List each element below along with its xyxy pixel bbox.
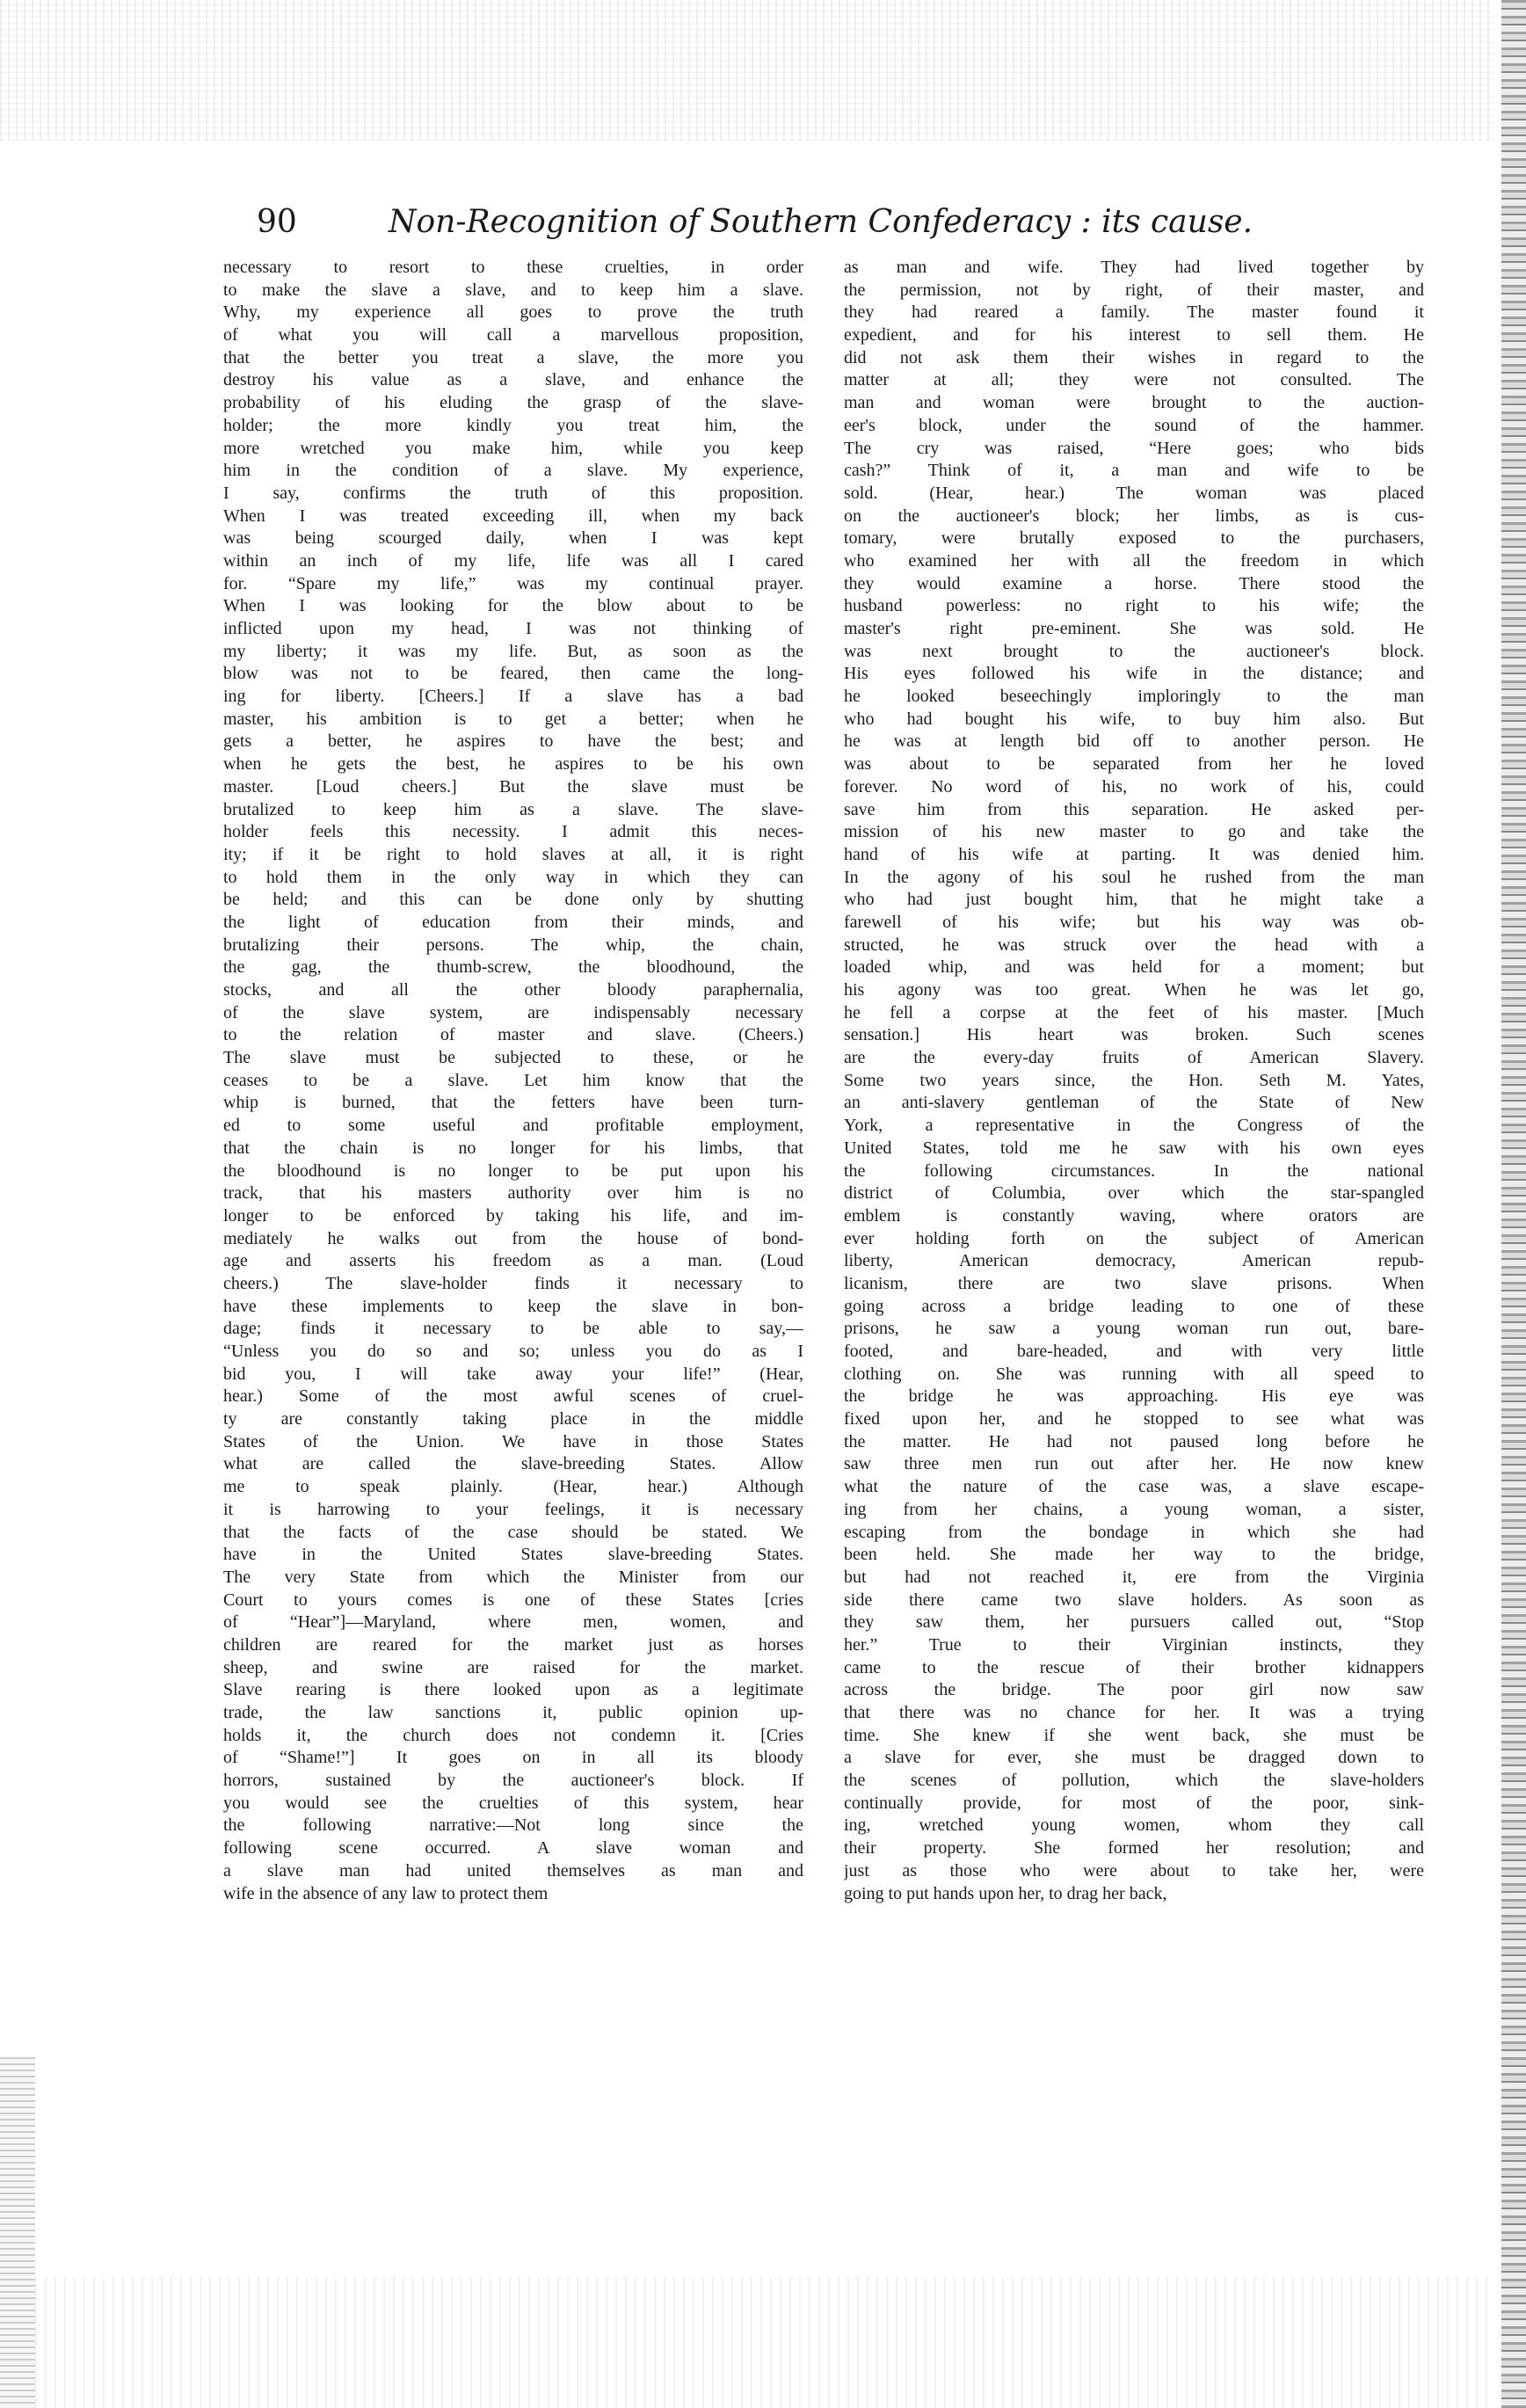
text-line: forever. No word of his, no work of his, could <box>844 776 1424 797</box>
text-line: emblem is constantly waving, where orators are <box>844 1205 1424 1226</box>
text-line: just as those who were about to take her, were <box>844 1860 1424 1881</box>
text-line: as man and wife. They had lived together by <box>844 258 1424 277</box>
text-line: an anti-slavery gentleman of the State of New <box>844 1093 1424 1113</box>
scan-noise-bottom <box>35 2277 1494 2408</box>
text-line: In the agony of his soul he rushed from the man <box>844 867 1424 887</box>
text-line: structed, he was struck over the head with a <box>844 935 1424 955</box>
text-line: been held. She made her way to the bridge, <box>844 1545 1424 1565</box>
text-line: ed to some useful and profitable employment, <box>223 1116 803 1136</box>
text-line: his agony was too great. When he was let go, <box>844 980 1424 1000</box>
text-line: age and asserts his freedom as a man. (Loud <box>223 1251 803 1271</box>
text-line: ing for liberty. [Cheers.] If a slave has a bad <box>223 687 803 707</box>
text-line: hand of his wife at parting. It was denied him. <box>844 844 1424 864</box>
text-line: ity; if it be right to hold slaves at all, it is right <box>223 844 803 864</box>
text-line: prisons, he saw a young woman run out, bare- <box>844 1319 1424 1339</box>
text-line: to the relation of master and slave. (Cheers.) <box>223 1025 803 1045</box>
running-head: Non-Recognition of Southern Confederacy : its cause. <box>389 204 1254 240</box>
text-line: trade, the law sanctions it, public opinion up- <box>223 1703 803 1722</box>
text-line: licanism, there are two slave prisons. When <box>844 1273 1424 1293</box>
text-line: tomary, were brutally exposed to the purchasers, <box>844 528 1424 549</box>
text-line: but had not reached it, ere from the Virginia <box>844 1567 1424 1587</box>
text-line: liberty, American democracy, American repub- <box>844 1251 1424 1271</box>
text-line: inflicted upon my head, I was not thinking of <box>223 619 803 638</box>
text-line: ty are constantly taking place in the middle <box>223 1409 803 1430</box>
text-line: children are reared for the market just as horses <box>223 1634 803 1655</box>
text-line: the light of education from their minds, and <box>223 912 803 932</box>
text-line: footed, and bare-headed, and with very little <box>844 1342 1424 1361</box>
text-line: who examined her with all the freedom in which <box>844 550 1424 571</box>
text-line: they would examine a horse. There stood the <box>844 573 1424 593</box>
text-column-right <box>844 257 1424 2296</box>
text-line: saw three men run out after her. He now knew <box>844 1454 1424 1474</box>
text-line: that the better you treat a slave, the more you <box>223 347 803 367</box>
text-line: you would see the cruelties of this system, hear <box>223 1793 803 1813</box>
text-line: of the slave system, are indispensably necessary <box>223 1002 803 1022</box>
text-line: stocks, and all the other bloody paraphernalia, <box>223 980 803 1000</box>
text-line: me to speak plainly. (Hear, hear.) Although <box>223 1477 803 1497</box>
text-line: brutalizing their persons. The whip, the chain, <box>223 935 803 955</box>
text-line: to hold them in the only way in which they can <box>223 867 803 887</box>
text-line: When I was looking for the blow about to be <box>223 596 803 616</box>
text-line: of “Shame!”] It goes on in all its bloody <box>223 1748 803 1768</box>
text-line: expedient, and for his interest to sell them. He <box>844 325 1424 346</box>
text-line: track, that his masters authority over him is no <box>223 1183 803 1204</box>
text-line: they saw them, her pursuers called out, “Stop <box>844 1612 1424 1633</box>
text-line: farewell of his wife; but his way was ob- <box>844 912 1424 932</box>
text-line: husband powerless: no right to his wife; the <box>844 596 1424 616</box>
text-line: the scenes of pollution, which the slave-holders <box>844 1771 1424 1791</box>
text-line: he looked beseechingly imploringly to the man <box>844 687 1424 707</box>
scan-binding-edge <box>1501 0 1526 2408</box>
text-line: holder feels this necessity. I admit this neces- <box>223 822 803 842</box>
text-line: “Unless you do so and so; unless you do as I <box>223 1342 803 1361</box>
text-line: sheep, and swine are raised for the market. <box>223 1657 803 1677</box>
page-header <box>257 200 1254 244</box>
text-line: horrors, sustained by the auctioneer's block. If <box>223 1771 803 1791</box>
text-line: came to the rescue of their brother kidnappers <box>844 1657 1424 1677</box>
text-line: following scene occurred. A slave woman and <box>223 1838 803 1859</box>
text-line: more wretched you make him, while you keep <box>223 438 803 458</box>
text-line: mission of his new master to go and take the <box>844 822 1424 842</box>
text-line: probability of his eluding the grasp of the slave- <box>223 393 803 413</box>
text-line: who had just bought him, that he might take a <box>844 890 1424 910</box>
text-line: necessary to resort to these cruelties, in order <box>223 258 803 277</box>
text-line: on the auctioneer's block; her limbs, as is cus- <box>844 506 1424 526</box>
scan-edge-left <box>0 2057 35 2408</box>
text-line: be held; and this can be done only by shutting <box>223 890 803 910</box>
text-line: side there came two slave holders. As soon as <box>844 1590 1424 1610</box>
text-line: continually provide, for most of the poor, sink- <box>844 1793 1424 1813</box>
text-line: the gag, the thumb-screw, the bloodhound, the <box>223 957 803 978</box>
text-line: that the chain is no longer for his limbs, that <box>223 1138 803 1158</box>
text-line: have these implements to keep the slave in bon- <box>223 1296 803 1316</box>
text-line: a slave man had united themselves as man and <box>223 1860 803 1881</box>
text-column-left <box>223 257 803 2296</box>
text-line: what the nature of the case was, a slave escape- <box>844 1477 1424 1497</box>
text-line: the bridge he was approaching. His eye was <box>844 1386 1424 1407</box>
text-line: cash?” Think of it, a man and wife to be <box>844 461 1424 481</box>
text-line: he was at length bid off to another person. He <box>844 731 1424 752</box>
text-line: that there was no chance for her. It was a trying <box>844 1703 1424 1722</box>
text-line: man and woman were brought to the auction- <box>844 393 1424 413</box>
text-line: The very State from which the Minister from our <box>223 1567 803 1587</box>
text-line: master, his ambition is to get a better; when he <box>223 709 803 729</box>
text-line: sensation.] His heart was broken. Such scenes <box>844 1025 1424 1045</box>
text-line: destroy his value as a slave, and enhance the <box>223 370 803 390</box>
text-line: gets a better, he aspires to have the best; and <box>223 731 803 752</box>
text-line: States of the Union. We have in those States <box>223 1431 803 1451</box>
text-line: Why, my experience all goes to prove the truth <box>223 302 803 323</box>
text-line: His eyes followed his wife in the distance; and <box>844 664 1424 684</box>
text-line: of “Hear”]—Maryland, where men, women, and <box>223 1612 803 1633</box>
text-line: the permission, not by right, of their master, and <box>844 280 1424 300</box>
text-line: The slave must be subjected to these, or he <box>223 1048 803 1068</box>
text-line: blow was not to be feared, then came the long- <box>223 664 803 684</box>
text-line: The cry was raised, “Here goes; who bids <box>844 438 1424 458</box>
text-line: cheers.) The slave-holder finds it necessary to <box>223 1273 803 1293</box>
text-line: did not ask them their wishes in regard to the <box>844 347 1424 367</box>
text-line: holder; the more kindly you treat him, the <box>223 415 803 435</box>
text-line: was being scourged daily, when I was kept <box>223 528 803 549</box>
text-line: the following narrative:—Not long since the <box>223 1815 803 1836</box>
text-line: United States, told me he saw with his own eyes <box>844 1138 1424 1158</box>
text-line: he fell a corpse at the feet of his master. [Much <box>844 1002 1424 1022</box>
text-line: hear.) Some of the most awful scenes of cruel- <box>223 1386 803 1407</box>
text-line: they had reared a family. The master found it <box>844 302 1424 323</box>
text-line: of what you will call a marvellous proposition, <box>223 325 803 346</box>
text-line: I say, confirms the truth of this proposition. <box>223 483 803 503</box>
text-line: within an inch of my life, life was all I cared <box>223 550 803 571</box>
text-line: my liberty; it was my life. But, as soon as the <box>223 641 803 661</box>
text-line: district of Columbia, over which the star-spangled <box>844 1183 1424 1204</box>
text-line: ing, wretched young women, whom they call <box>844 1815 1424 1836</box>
text-line: escaping from the bondage in which she had <box>844 1522 1424 1542</box>
text-line: was next brought to the auctioneer's block. <box>844 641 1424 661</box>
text-line: longer to be enforced by taking his life, and im- <box>223 1205 803 1226</box>
text-line: going across a bridge leading to one of these <box>844 1296 1424 1316</box>
text-line: bid you, I will take away your life!” (Hear, <box>223 1364 803 1384</box>
text-line: it is harrowing to your feelings, it is necessary <box>223 1499 803 1519</box>
text-line: him in the condition of a slave. My experience, <box>223 461 803 481</box>
text-line: wife in the absence of any law to protect them <box>223 1883 549 1903</box>
text-line: ceases to be a slave. Let him know that the <box>223 1070 803 1090</box>
text-line: who had bought his wife, to buy him also. But <box>844 709 1424 729</box>
text-line: save him from this separation. He asked per- <box>844 799 1424 819</box>
text-line: sold. (Hear, hear.) The woman was placed <box>844 483 1424 503</box>
scan-noise-top <box>0 0 1494 141</box>
text-line: ever holding forth on the subject of American <box>844 1228 1424 1248</box>
text-line: matter at all; they were not consulted. The <box>844 370 1424 390</box>
text-line: for. “Spare my life,” was my continual prayer. <box>223 573 803 593</box>
text-line: across the bridge. The poor girl now saw <box>844 1680 1424 1700</box>
page-number: 90 <box>257 204 297 240</box>
text-line: was about to be separated from her he loved <box>844 754 1424 775</box>
text-line: master. [Loud cheers.] But the slave must be <box>223 776 803 797</box>
text-line: are the every-day fruits of American Slavery. <box>844 1048 1424 1068</box>
text-line: Slave rearing is there looked upon as a legitimate <box>223 1680 803 1700</box>
text-line: when he gets the best, he aspires to be his own <box>223 754 803 775</box>
text-line: loaded whip, and was held for a moment; but <box>844 957 1424 978</box>
text-line: Some two years since, the Hon. Seth M. Yates, <box>844 1070 1424 1090</box>
text-line: eer's block, under the sound of the hammer. <box>844 415 1424 435</box>
text-line: have in the United States slave-breeding States. <box>223 1545 803 1565</box>
text-line: clothing on. She was running with all speed to <box>844 1364 1424 1384</box>
text-line: time. She knew if she went back, she must be <box>844 1725 1424 1745</box>
text-line: master's right pre-eminent. She was sold. He <box>844 619 1424 638</box>
text-line: Court to yours comes is one of these States [cries <box>223 1590 803 1610</box>
text-line: York, a representative in the Congress of the <box>844 1116 1424 1136</box>
text-line: that the facts of the case should be stated. We <box>223 1522 803 1542</box>
text-line: dage; finds it necessary to be able to say,— <box>223 1319 803 1339</box>
text-line: the matter. He had not paused long before he <box>844 1431 1424 1451</box>
text-line: holds it, the church does not condemn it. [Cries <box>223 1725 803 1745</box>
text-line: a slave for ever, she must be dragged down to <box>844 1748 1424 1768</box>
text-line: their property. She formed her resolution; and <box>844 1838 1424 1859</box>
text-line: whip is burned, that the fetters have been turn- <box>223 1093 803 1113</box>
text-line: brutalized to keep him as a slave. The slave- <box>223 799 803 819</box>
text-line: what are called the slave-breeding States. Allow <box>223 1454 803 1474</box>
text-line: the bloodhound is no longer to be put upon his <box>223 1160 803 1181</box>
text-line: ing from her chains, a young woman, a sister, <box>844 1499 1424 1519</box>
text-line: her.” True to their Virginian instincts, they <box>844 1634 1424 1655</box>
text-line: going to put hands upon her, to drag her back, <box>844 1883 1167 1903</box>
text-line: fixed upon her, and he stopped to see what was <box>844 1409 1424 1430</box>
text-line: mediately he walks out from the house of bond- <box>223 1228 803 1248</box>
text-line: the following circumstances. In the national <box>844 1160 1424 1181</box>
text-line: When I was treated exceeding ill, when my back <box>223 506 803 526</box>
text-line: to make the slave a slave, and to keep him a slave. <box>223 280 803 300</box>
